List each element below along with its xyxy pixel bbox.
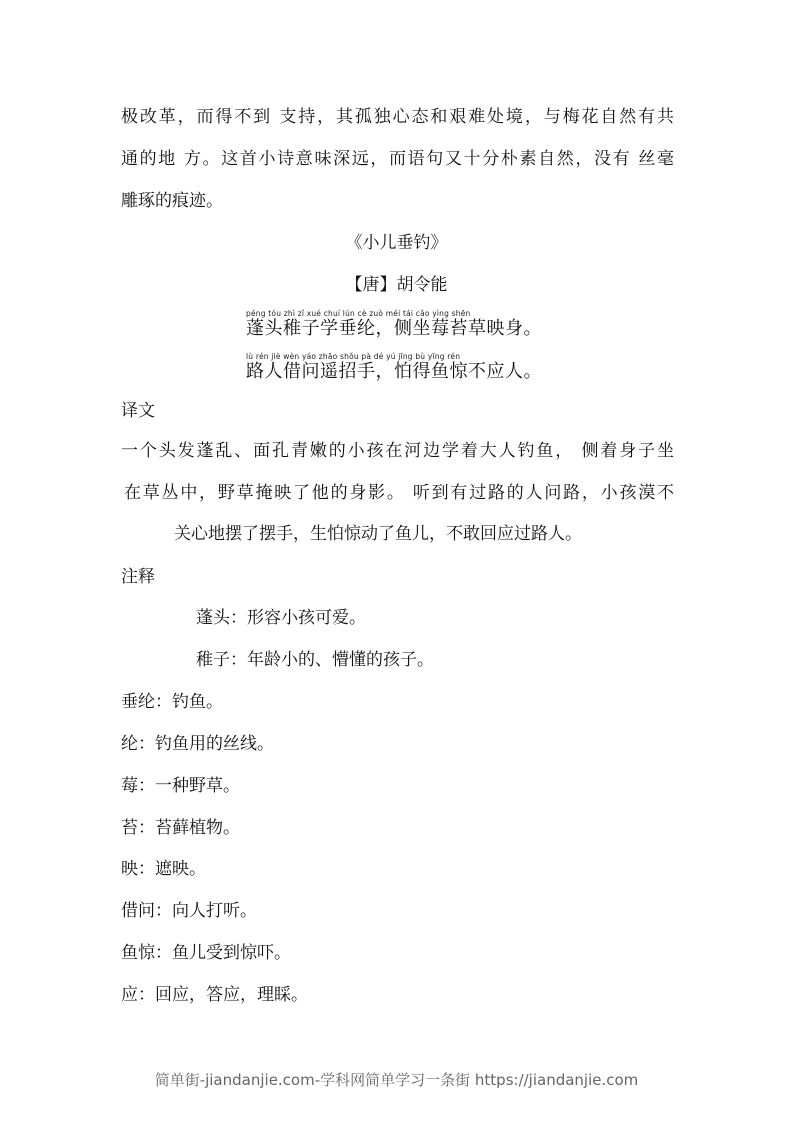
poem-line-1 <box>246 309 546 340</box>
poem-author: 【唐】胡令能 <box>345 275 448 295</box>
poem-title: 《小儿垂钓》 <box>345 233 448 253</box>
notes-heading: 注释 <box>121 567 155 587</box>
poem-line-2 <box>246 352 546 383</box>
poem-line-2-text: 路人借问遥招手，怕得鱼惊不应人。 <box>246 361 542 382</box>
poem-line-2-pinyin: lù rén jiè wèn yáo zhāo shǒu pà dé yú jīng bù yīng rén <box>246 352 461 361</box>
note-item: 苔：苔藓植物。 <box>121 818 240 838</box>
note-item: 应：回应，答应，理睬。 <box>121 985 308 1005</box>
note-item: 映：遮映。 <box>121 859 206 879</box>
translation-line-2: 在草丛中，野草掩映了他的身影。 听到有过路的人问路，小孩漠不 <box>124 483 674 503</box>
intro-line-2: 通的地 方。这首小诗意味深远，而语句又十分朴素自然，没有 丝毫 <box>121 149 674 169</box>
poem-line-1-text: 蓬头稚子学垂纶，侧坐莓苔草映身。 <box>246 318 542 339</box>
intro-line-3: 雕琢的痕迹。 <box>121 191 223 211</box>
footer-watermark: 简单街-jiandanjie.com-学科网简单学习一条街 https://jiandanjie.com <box>154 1071 639 1089</box>
note-item: 鱼惊：鱼儿受到惊吓。 <box>121 943 291 963</box>
note-item: 垂纶：钓鱼。 <box>121 692 223 712</box>
note-item: 借问：向人打听。 <box>121 901 257 921</box>
note-item: 蓬头：形容小孩可爱。 <box>196 608 366 628</box>
translation-line-1: 一个头发蓬乱、面孔青嫩的小孩在河边学着大人钓鱼， 侧着身子坐 <box>121 441 674 461</box>
translation-heading: 译文 <box>121 401 155 421</box>
translation-line-3: 关心地摆了摆手，生怕惊动了鱼儿，不敢回应过路人。 <box>174 524 582 544</box>
note-item: 纶：钓鱼用的丝线。 <box>121 734 274 754</box>
poem-line-1-pinyin: péng tóu zhì zǐ xué chuí lún cè zuò méi tái cǎo yìng shēn <box>246 309 471 318</box>
note-item: 稚子：年龄小的、懵懂的孩子。 <box>196 650 434 670</box>
intro-line-1: 极改革，而得不到 支持，其孤独心态和艰难处境，与梅花自然有共 <box>121 107 674 127</box>
note-item: 莓：一种野草。 <box>121 776 240 796</box>
